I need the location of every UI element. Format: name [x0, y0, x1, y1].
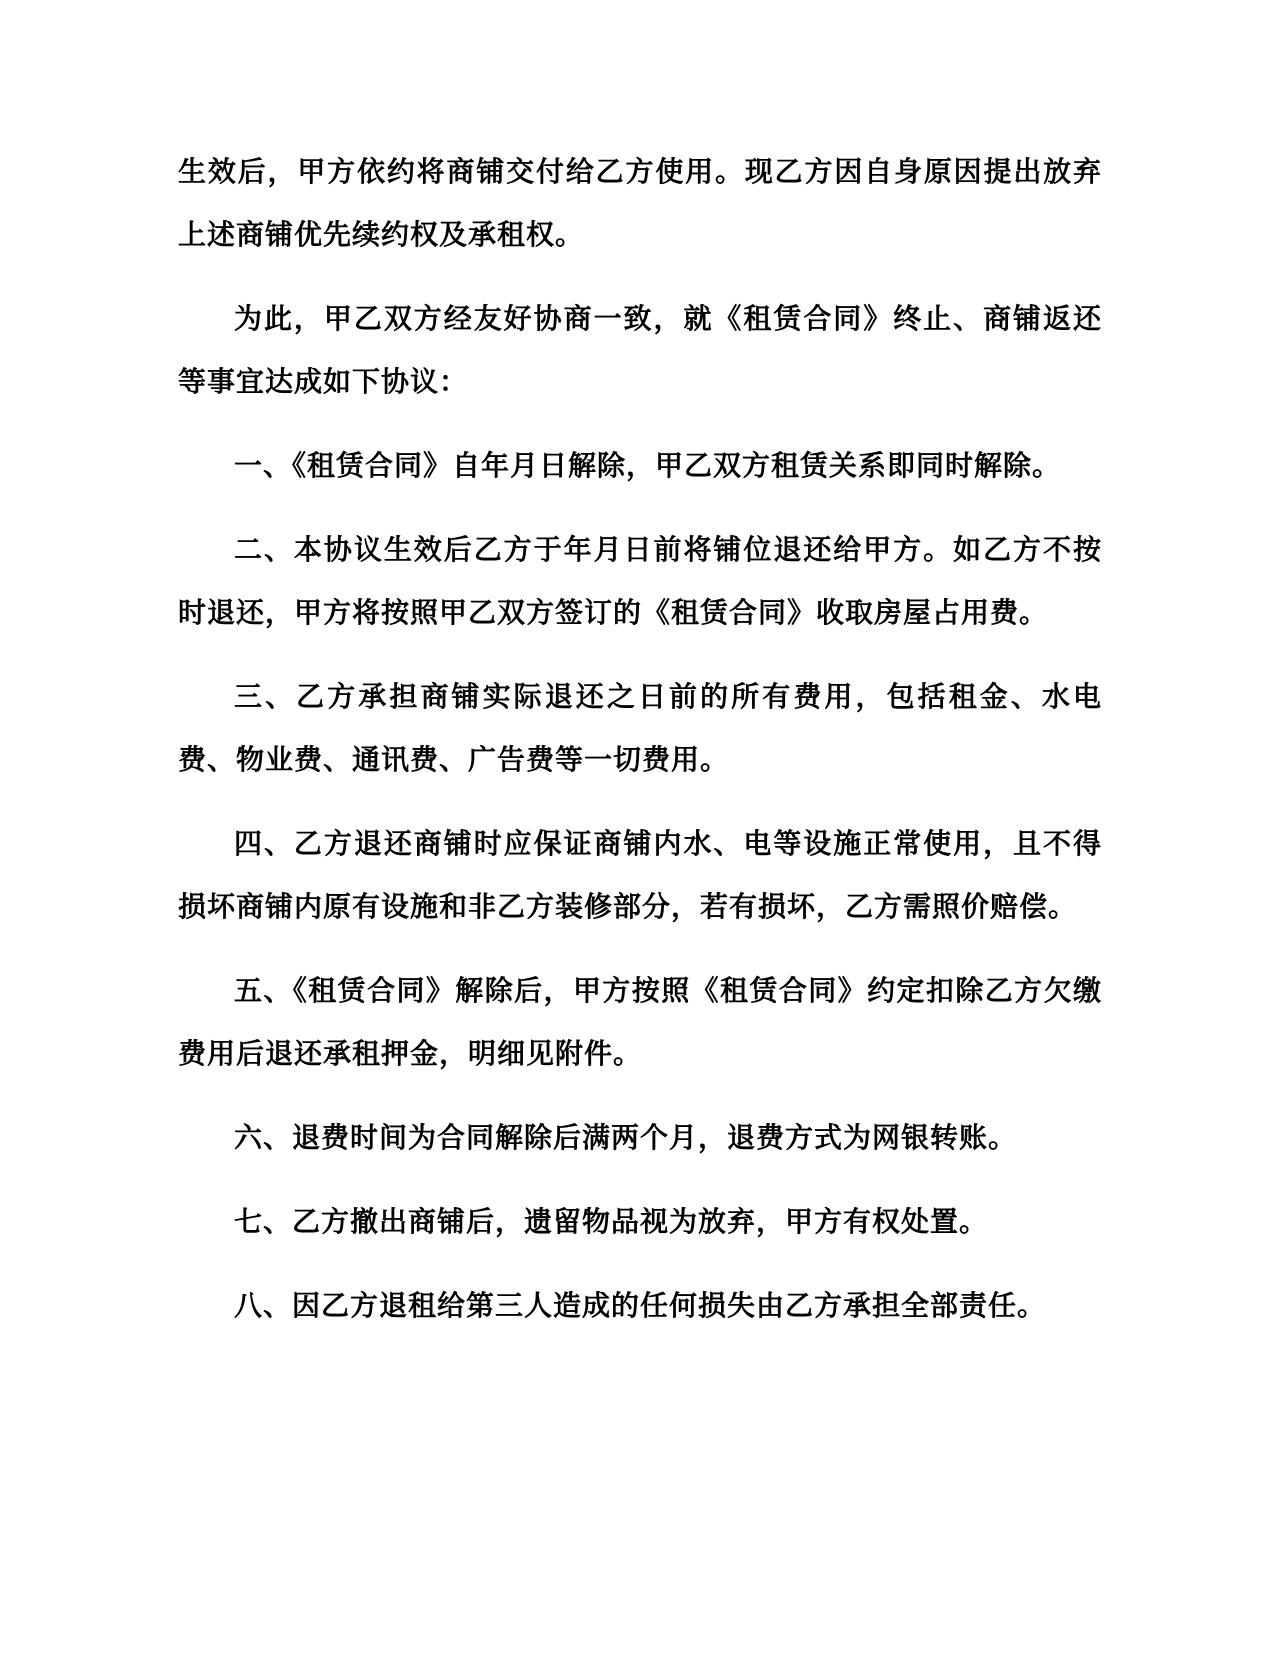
clause-2: 二、本协议生效后乙方于年月日前将铺位退还给甲方。如乙方不按时退还，甲方将按照甲乙双方签订的《租赁合同》收取房屋占用费。 [178, 534, 1102, 628]
clause-8: 八、因乙方退租给第三人造成的任何损失由乙方承担全部责任。 [234, 1290, 1047, 1321]
clause-4: 四、乙方退还商铺时应保证商铺内水、电等设施正常使用，且不得损坏商铺内原有设施和非乙方装修部分，若有损坏，乙方需照价赔偿。 [178, 828, 1102, 922]
paragraph-continuation: 生效后，甲方依约将商铺交付给乙方使用。现乙方因自身原因提出放弃上述商铺优先续约权及承租权。 [178, 156, 1102, 250]
clause-5: 五、《租赁合同》解除后，甲方按照《租赁合同》约定扣除乙方欠缴费用后退还承租押金，明细见附件。 [178, 975, 1102, 1069]
document-body [178, 140, 1102, 1337]
clause-6: 六、退费时间为合同解除后满两个月，退费方式为网银转账。 [234, 1122, 1018, 1153]
clause-7: 七、乙方撤出商铺后，遗留物品视为放弃，甲方有权处置。 [234, 1206, 989, 1237]
paragraph-preamble: 为此，甲乙双方经友好协商一致，就《租赁合同》终止、商铺返还等事宜达成如下协议： [178, 303, 1102, 397]
clause-1: 一、《租赁合同》自年月日解除，甲乙双方租赁关系即同时解除。 [234, 450, 1062, 481]
clause-3: 三、乙方承担商铺实际退还之日前的所有费用，包括租金、水电费、物业费、通讯费、广告费等一切费用。 [178, 681, 1102, 775]
